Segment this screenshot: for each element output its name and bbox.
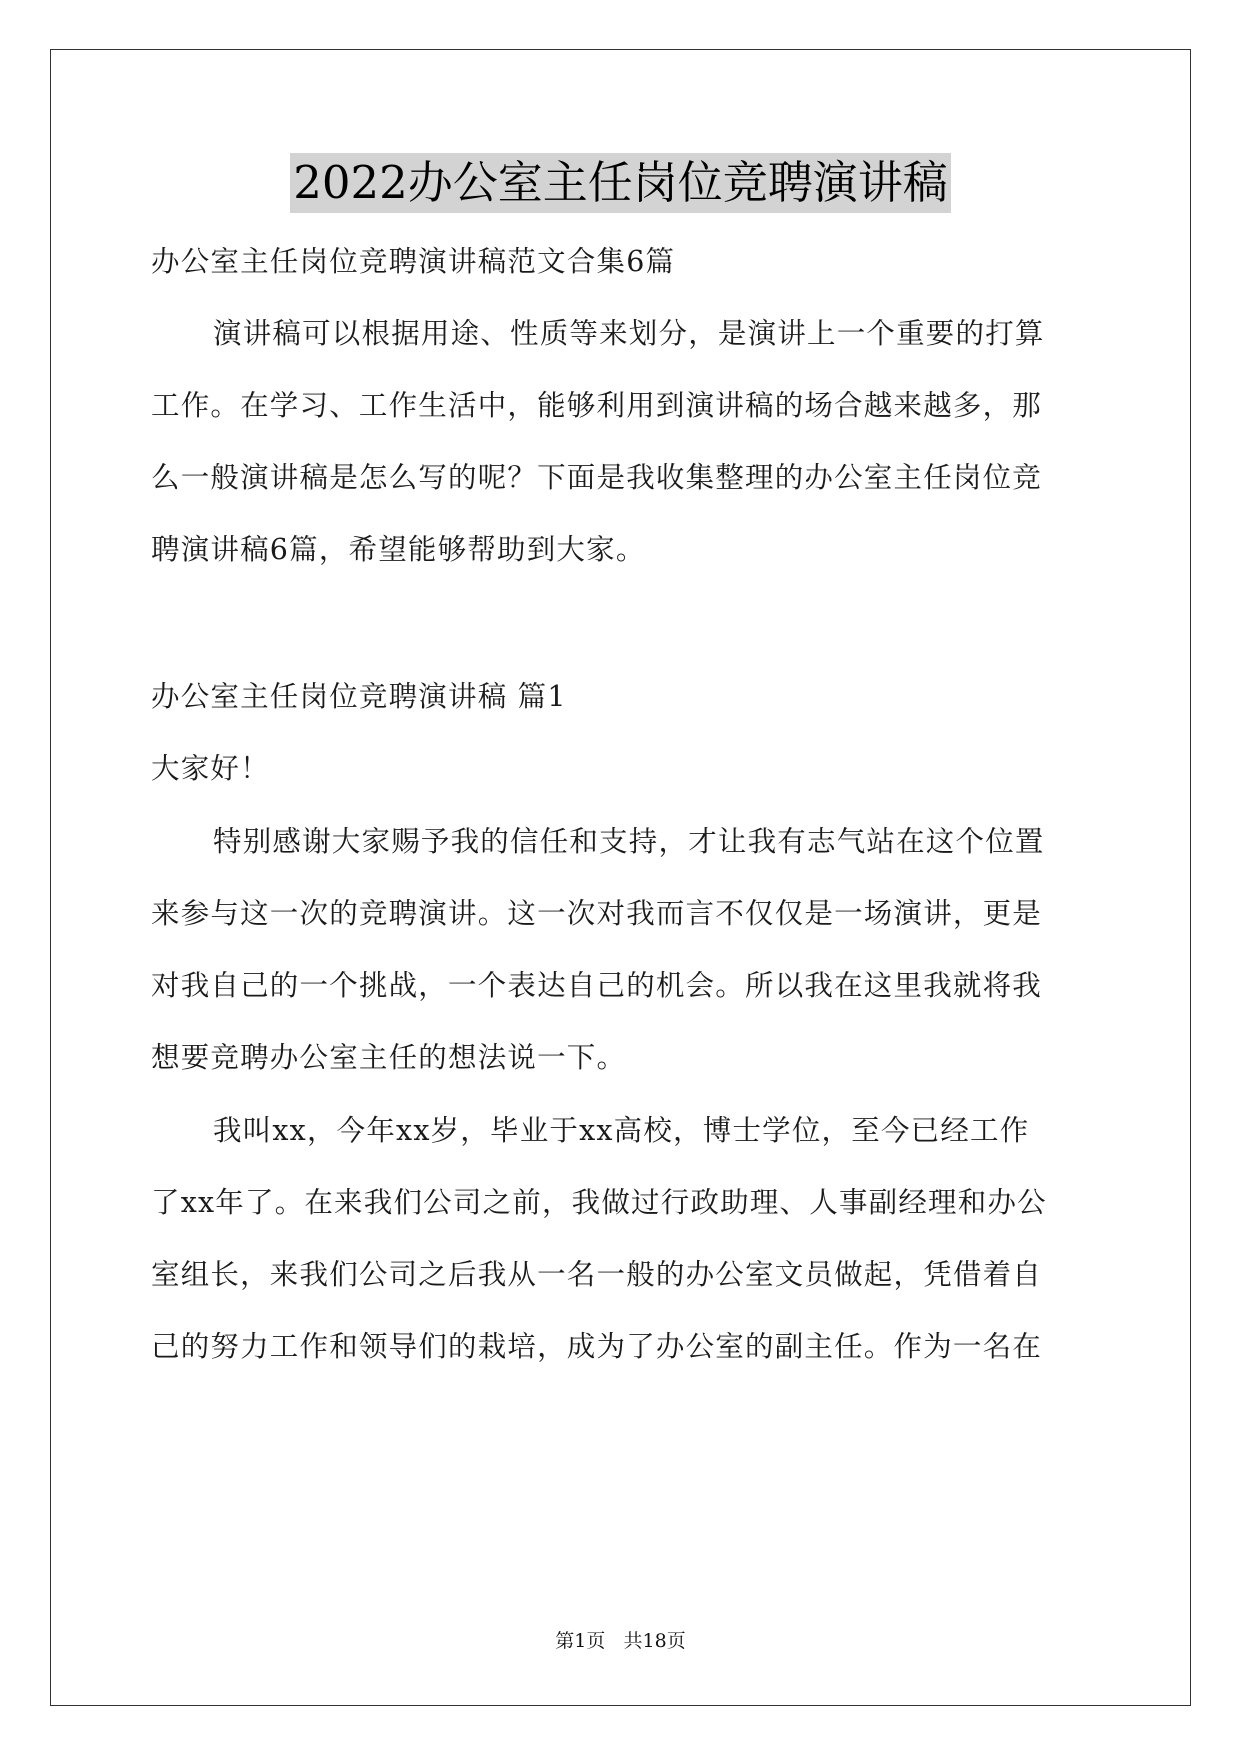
page-number: 第1页 [555,1630,606,1652]
paragraph-line: 想要竞聘办公室主任的想法说一下。 [151,1041,627,1074]
paragraph-line: 我叫xx，今年xx岁，毕业于xx高校，博士学位，至今已经工作 [213,1114,1030,1147]
document-subtitle: 办公室主任岗位竞聘演讲稿范文合集6篇 [151,245,676,278]
section-heading: 办公室主任岗位竞聘演讲稿 篇1 [151,680,567,713]
paragraph-line: 对我自己的一个挑战，一个表达自己的机会。所以我在这里我就将我 [151,969,1043,1002]
intro-line: 工作。在学习、工作生活中，能够利用到演讲稿的场合越来越多，那 [151,389,1043,422]
greeting: 大家好！ [151,752,270,785]
paragraph-line: 了xx年了。在来我们公司之前，我做过行政助理、人事副经理和办公 [151,1186,1047,1219]
page-border [50,49,1191,1706]
paragraph-line: 特别感谢大家赐予我的信任和支持，才让我有志气站在这个位置 [213,825,1045,858]
paragraph-line: 室组长，来我们公司之后我从一名一般的办公室文员做起，凭借着自 [151,1258,1043,1291]
paragraph-line: 来参与这一次的竞聘演讲。这一次对我而言不仅仅是一场演讲，更是 [151,897,1043,930]
intro-line: 演讲稿可以根据用途、性质等来划分，是演讲上一个重要的打算 [213,317,1045,350]
page-footer [0,1628,1241,1654]
intro-line: 聘演讲稿6篇，希望能够帮助到大家。 [151,533,646,566]
page-total: 共18页 [623,1630,686,1652]
paragraph-line: 己的努力工作和领导们的栽培，成为了办公室的副主任。作为一名在 [151,1330,1043,1363]
intro-line: 么一般演讲稿是怎么写的呢？下面是我收集整理的办公室主任岗位竞 [151,461,1043,494]
title-container [0,153,1241,213]
document-title: 2022办公室主任岗位竞聘演讲稿 [290,153,951,213]
